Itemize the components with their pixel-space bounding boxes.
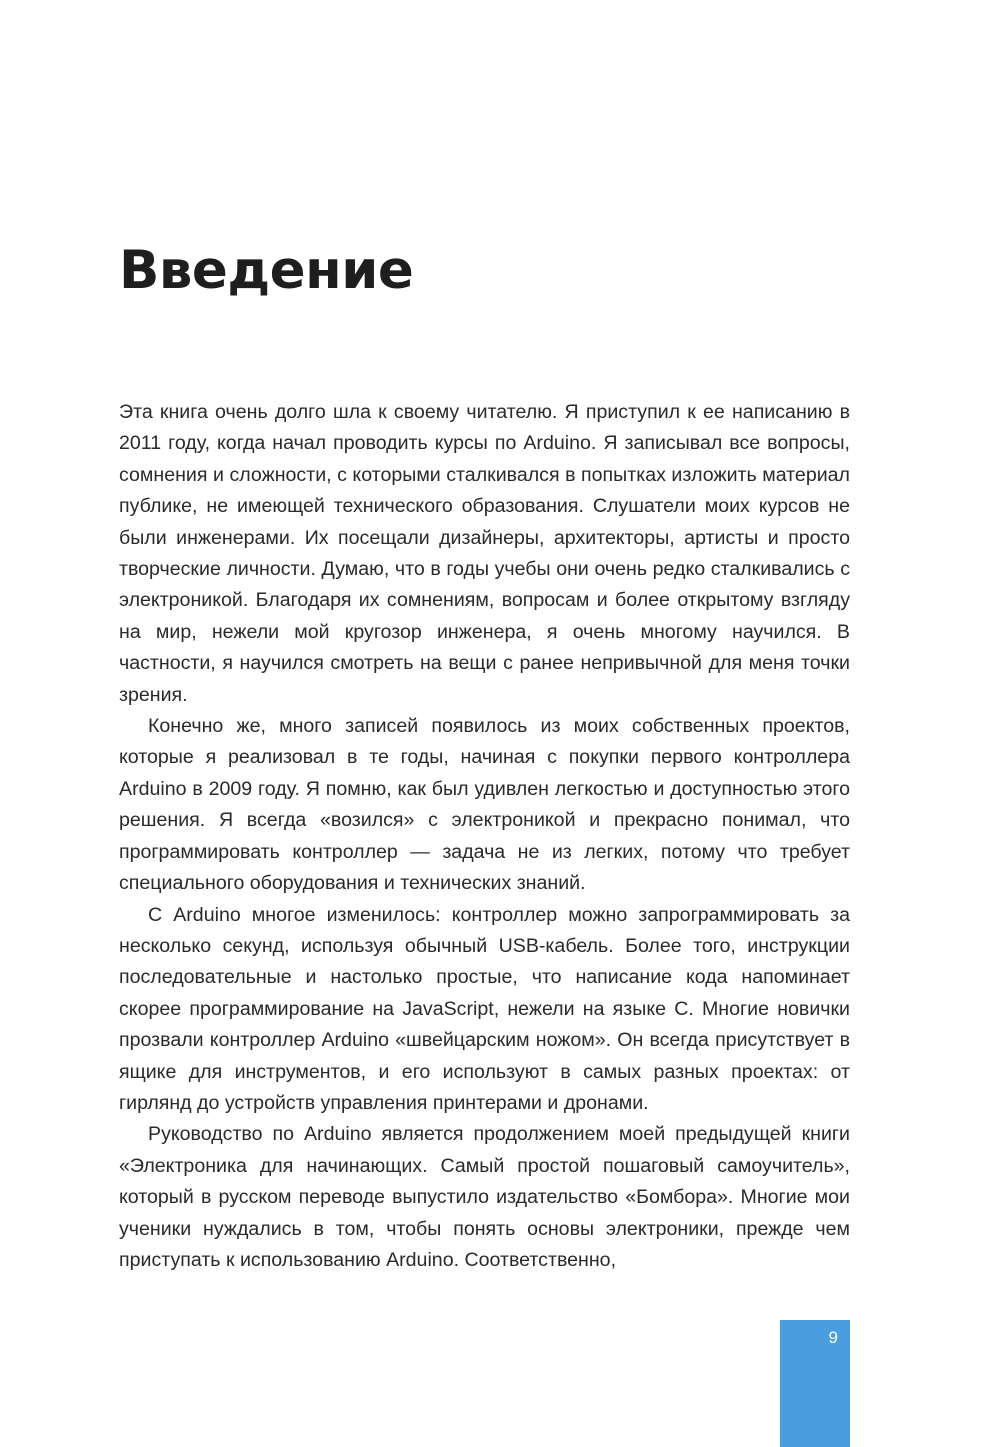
body-text	[119, 397, 850, 1276]
paragraph-4: Руководство по Arduino является продолжением моей предыдущей книги «Электроника для начинающих. Самый простой пошаговый самоучитель», который в русском переводе выпустило издательство «Бомбора». Многие мои ученики нуждались в том, чтобы понять основы электроники, прежде чем приступать к использованию Arduino. Соответственно,	[119, 1123, 850, 1271]
paragraph-2: Конечно же, много записей появилось из моих собственных проектов, которые я реализовал в те годы, начиная с покупки первого контроллера Arduino в 2009 году. Я помню, как был удивлен легкостью и доступностью этого решения. Я всегда «возился» с электроникой и прекрасно понимал, что программировать контроллер — задача не из легких, потому что требует специального оборудования и технических знаний.	[119, 715, 850, 895]
page-number: 9	[828, 1328, 838, 1347]
paragraph-1: Эта книга очень долго шла к своему читателю. Я приступил к ее написанию в 2011 году, когда начал проводить курсы по Arduino. Я записывал все вопросы, сомнения и сложности, с которыми сталкивался в попытках изложить материал публике, не имеющей технического образования. Слушатели моих курсов не были инженерами. Их посещали дизайнеры, архитекторы, артисты и просто творческие личности. Думаю, что в годы учебы они очень редко сталкивались с электроникой. Благодаря их сомнениям, вопросам и более открытому взгляду на мир, нежели мой кругозор инженера, я очень многому научился. В частности, я научился смотреть на вещи с ранее непривычной для меня точки зрения.	[119, 401, 850, 706]
chapter-title: Введение	[119, 240, 414, 301]
paragraph-3: С Arduino многое изменилось: контроллер можно запрограммировать за несколько секунд, используя обычный USB-кабель. Более того, инструкции последовательные и настолько простые, что написание кода напоминает скорее программирование на JavaScript, нежели на языке C. Многие новички прозвали контроллер Arduino «швейцарским ножом». Он всегда присутствует в ящике для инструментов, и его используют в самых разных проектах: от гирлянд до устройств управления принтерами и дронами.	[119, 903, 850, 1114]
page-number-tab	[780, 1320, 850, 1447]
